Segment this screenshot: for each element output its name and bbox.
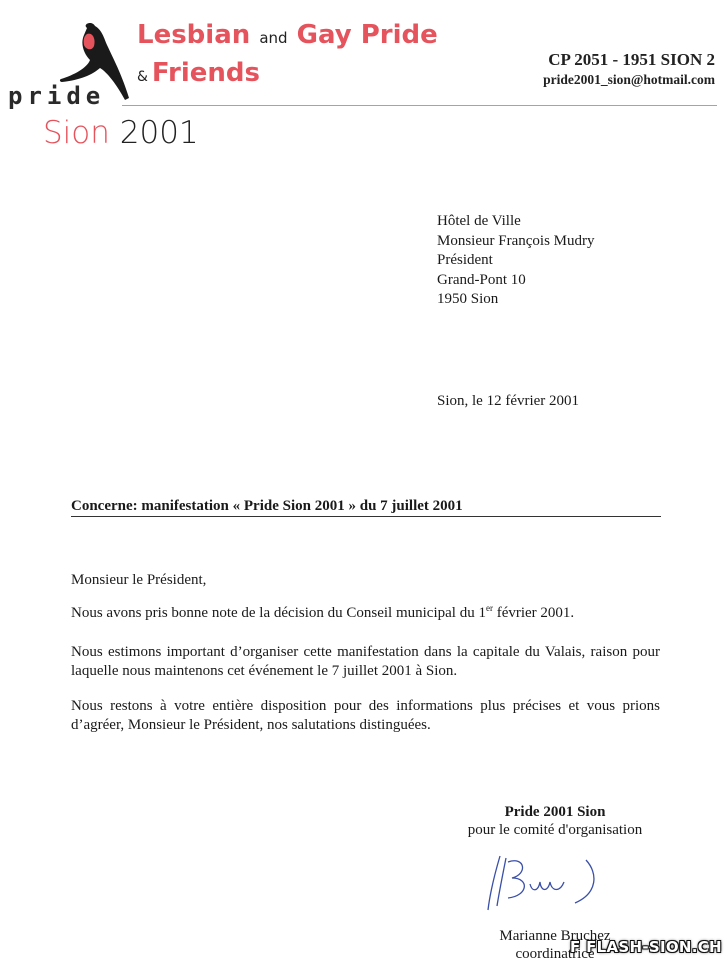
recipient-line: Grand-Pont 10	[437, 271, 526, 288]
recipient-line: Président	[437, 252, 493, 268]
postal-address: CP 2051 - 1951 SION 2	[548, 50, 715, 69]
recipient-line: Hôtel de Ville	[437, 213, 521, 229]
letterhead-title-line2	[137, 58, 260, 88]
subject-line: Concerne: manifestation « Pride Sion 2001 » du 7 juillet 2001	[71, 498, 463, 514]
contact-email: pride2001_sion@hotmail.com	[543, 72, 715, 87]
letterhead-title-line1	[137, 20, 438, 50]
recipient-line: Monsieur François Mudry	[437, 232, 595, 249]
handwritten-signature-icon	[480, 848, 610, 918]
title-lesbian: Lesbian	[137, 20, 251, 50]
letter-date: Sion, le 12 février 2001	[437, 393, 580, 409]
p1-text: Nous avons pris bonne note de la décision du Conseil municipal du 1	[71, 605, 486, 621]
title-gay-pride: Gay Pride	[296, 20, 438, 50]
body-paragraph-1	[71, 604, 660, 623]
p1-text-end: février 2001.	[492, 605, 575, 621]
p1-superscript: er	[485, 603, 493, 613]
header-divider	[122, 105, 717, 106]
logo-year: 2001	[119, 115, 199, 151]
title-ampersand: &	[137, 69, 148, 85]
recipient-line: 1950 Sion	[437, 291, 499, 307]
signature-subtitle: pour le comité d'organisation	[467, 822, 643, 838]
signatory-name: Marianne Bruchez	[499, 928, 611, 944]
recipient-address	[437, 212, 595, 310]
signature-organization: Pride 2001 Sion	[504, 804, 606, 820]
logo-sion: Sion	[43, 115, 110, 151]
subject-underline	[71, 516, 661, 517]
title-and: and	[259, 29, 288, 47]
signatory-role: coordinatrice	[515, 946, 595, 962]
logo-wordmark: pride	[8, 82, 106, 110]
title-friends: Friends	[151, 58, 260, 88]
salutation: Monsieur le Président,	[71, 572, 207, 588]
body-paragraph-3: Nous restons à votre entière disposition pour des informations plus précises et vous prions d’agréer, Monsieur le Président, nos salutations distinguées.	[71, 698, 660, 733]
flash-sion-watermark: F FLASH-SION.CH	[570, 938, 722, 956]
body-paragraph-2: Nous estimons important d’organiser cette manifestation dans la capitale du Valais, raison pour laquelle nous maintenons cet événement le 7 juillet 2001 à Sion.	[71, 644, 660, 679]
sion-2001-logo	[43, 115, 199, 151]
